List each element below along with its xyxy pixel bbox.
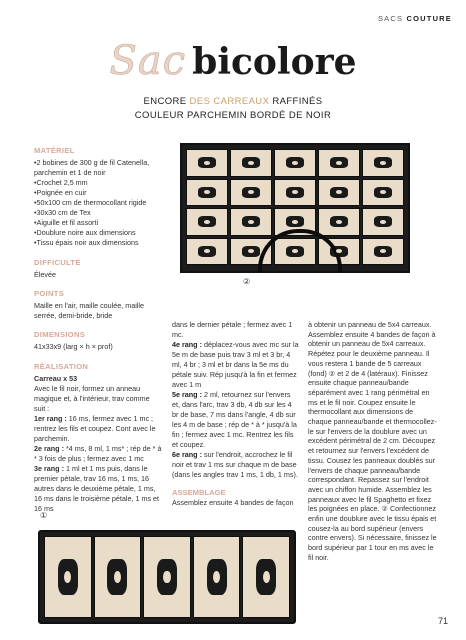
materiel-item: • Tissu épais noir aux dimensions (34, 238, 166, 248)
title-script: Sac (109, 38, 187, 84)
strip-body (38, 530, 296, 624)
row-text: sur l'endroit, accrochez le fil noir et trav 1 ms sur chaque m de base (dans les angles trav 1 ms, 1 db, 1 ms). (172, 450, 298, 479)
col2-text: dans le dernier pétale ; fermez avec 1 mc. (172, 320, 293, 339)
section-tag-bold: COUTURE (406, 14, 452, 23)
crochet-strip (44, 536, 290, 618)
crochet-square (362, 238, 404, 266)
materiel-item: • Aiguille et fil assorti (34, 218, 166, 228)
row-text: déplacez-vous avec mc sur la 5e m de base puis trav 3 ml et 3 br, 4 ml, 4 br ; 3 ml et br dans la 5e ms du pétale suiv. Rép jusqu'à la fin et fermez avec 1 m (172, 340, 299, 389)
page-title (0, 38, 466, 84)
dimensions-heading: DIMENSIONS (34, 330, 86, 339)
difficulte-heading: DIFFICULTÉ (34, 258, 81, 267)
row-label: 1er rang : (34, 414, 67, 423)
points-heading: POINTS (34, 289, 65, 298)
materiel-item: • 50x100 cm de thermocollant rigide (34, 198, 166, 208)
instructions-column-3 (308, 320, 438, 563)
row-text: *4 ms, 8 ml, 1 ms* ; rép de * à * 3 fois de plus ; fermez avec 1 mc (34, 444, 162, 463)
section-tag (378, 14, 452, 23)
materiel-section (34, 146, 166, 248)
row-label: 5e rang : (172, 390, 202, 399)
subtitle-highlight: DES CARREAUX (189, 96, 270, 107)
crochet-square (362, 179, 404, 207)
difficulte-section (34, 258, 166, 280)
crochet-square (230, 179, 272, 207)
crochet-square (186, 208, 228, 236)
assemblage-heading: ASSEMBLAGE (172, 488, 226, 497)
crochet-square (318, 179, 360, 207)
materiel-item: • Crochet 2,5 mm (34, 178, 166, 188)
crochet-square (186, 149, 228, 177)
instructions-column-2 (172, 320, 300, 508)
crochet-square (193, 536, 241, 618)
page-number: 71 (437, 616, 448, 626)
row-label: 6e rang : (172, 450, 202, 459)
subtitle-line-1 (0, 96, 466, 107)
row-text: 16 ms, fermez avec 1 mc ; rentrez les fils et coupez. Cont avec le parchemin. (34, 414, 156, 443)
dimensions-text: 41x33x9 (larg × h × prof) (34, 342, 113, 351)
dimensions-section (34, 330, 166, 352)
subtitle-part: ENCORE (143, 96, 187, 107)
realisation-section (34, 362, 162, 514)
crochet-square (318, 208, 360, 236)
points-text: Maille en l'air, maille coulée, maille serrée, demi-bride, bride (34, 301, 145, 320)
crochet-square (274, 149, 316, 177)
subtitle-part: RAFFINÉS (272, 96, 323, 107)
crochet-square (318, 149, 360, 177)
crochet-square (362, 208, 404, 236)
row-label: 4e rang : (172, 340, 202, 349)
photo-caption-2: ② (243, 277, 251, 286)
crochet-square (230, 208, 272, 236)
materiel-heading: MATÉRIEL (34, 146, 75, 155)
materiel-item: • Poignée en cuir (34, 188, 166, 198)
row-text: 2 ml, retournez sur l'envers et, dans l'arc, trav 3 db, 4 db sur les 4 br de base, 7 ms dans l'angle, 4 db sur les 4 m de base ; rép de * à * jusqu'à la fin ; fermez avec 1 mc. Rentrez les fils et coupez. (172, 390, 297, 449)
row-text: 1 ml et 1 ms puis, dans le premier pétale, trav 16 ms, 1 ms, 16 autres dans le deuxième pétale, 1 ms, 16 ms dans le troisième pétale, 1 ms et 16 ms (34, 464, 160, 513)
realisation-subheading: Carreau x 53 (34, 374, 78, 383)
bag-photo-main (180, 143, 410, 273)
points-section (34, 289, 166, 321)
realisation-heading: RÉALISATION (34, 362, 89, 371)
crochet-square (143, 536, 191, 618)
materiel-item: • 2 bobines de 300 g de fil Catenella, parchemin et 1 de noir (34, 158, 166, 178)
bag-photo-bottom-strip (38, 520, 296, 624)
photo-caption-1: ① (40, 511, 48, 520)
crochet-square (186, 179, 228, 207)
section-tag-light: SACS (377, 14, 404, 23)
crochet-square (274, 179, 316, 207)
realisation-intro: Avec le fil noir, formez un anneau magique et, à l'intérieur, trav comme suit : (34, 384, 150, 413)
subtitle-line-2: COULEUR PARCHEMIN BORDÉ DE NOIR (134, 110, 332, 121)
crochet-square (362, 149, 404, 177)
crochet-square (94, 536, 142, 618)
crochet-square (230, 149, 272, 177)
difficulte-text: Élevée (34, 270, 56, 279)
row-label: 2e rang : (34, 444, 64, 453)
materiel-item: • Doublure noire aux dimensions (34, 228, 166, 238)
assemblage-text: Assemblez ensuite 4 bandes de façon (172, 498, 294, 507)
crochet-square (44, 536, 92, 618)
col3-text: à obtenir un panneau de 5x4 carreaux. Assemblez ensuite 4 bandes de façon à obtenir un panneau de 5x4 carreaux. Répétez pour le deuxième panneau. Il vous restera 1 bande de 5 carreaux (fond) ② et 2 de 4 (latéraux). Finissez ensuite chaque panneau/bande séparément avec 1 rang périmétral en ms et le fil noir. Coupez ensuite le thermocollant aux dimensions de chaque panneau/bande et thermocollez-le sur l'envers de la doublure avec un excédent périmétral de 2 cm. Découpez et retournez sur l'envers l'excédent de tissu. Cousez les panneaux doublés sur l'envers de chaque panneau/bande correspondant. Repassez sur l'endroit avec un chiffon humide. Assemblez les panneaux avec le fil Spaghetto et fixez les poignées en place. ② Confectionnez enfin une doublure avec le tissu épais et cousez-la au bord supérieur (envers contre envers). Si nécessaire, finissez le bord supérieur par 1 tour en ms avec le fil noir. (308, 320, 437, 562)
crochet-square (242, 536, 290, 618)
crochet-square (186, 238, 228, 266)
title-bold: bicolore (192, 41, 357, 83)
row-label: 3e rang : (34, 464, 64, 473)
materiel-item: • 30x30 cm de Tex (34, 208, 166, 218)
